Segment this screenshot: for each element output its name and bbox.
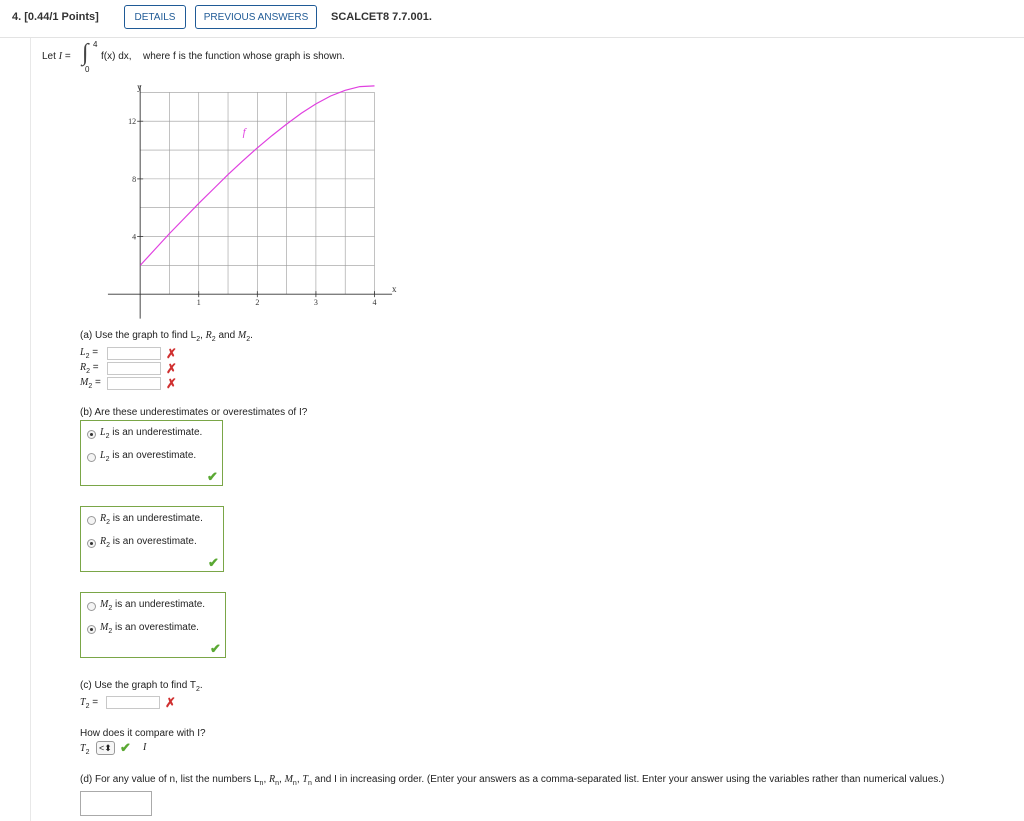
left-margin-rule (30, 38, 31, 821)
previous-answers-button[interactable]: PREVIOUS ANSWERS (195, 5, 317, 29)
part-d-instruction: (d) For any value of n, list the numbers $L_n$, $R_n$, $M_n$, $T_n$ and I in increasing order. (Enter your answers as a comma-separated list. Enter your answer using the variables rather than numerical values.) (80, 774, 945, 787)
y-tick-label: 8 (132, 174, 137, 184)
part-a-instruction: (a) Use the graph to find $L_2$, $R_2$ and $M_2$. (80, 330, 253, 343)
t2-input[interactable] (106, 696, 160, 709)
chart-ticks (128, 117, 376, 307)
l2-choice-group (80, 420, 223, 486)
part-b-instruction: (b) Are these underestimates or overestimates of I? (80, 407, 308, 418)
m2-underestimate-radio[interactable] (87, 602, 96, 611)
l2-correct-icon: ✔ (207, 469, 218, 484)
chart-axes (108, 85, 392, 318)
l2-incorrect-icon: ✗ (166, 346, 177, 361)
field-m2-label: $M_2$ = (80, 377, 101, 390)
r2-underestimate-label: $R_2$ is an underestimate. (100, 513, 203, 526)
field-t2-label: $T_2$ = (80, 697, 99, 710)
compare-right: I (143, 742, 147, 753)
upper-limit: 4 (93, 40, 98, 49)
m2-correct-icon: ✔ (210, 641, 221, 656)
points-score: [0.44/1 Points] (24, 11, 99, 23)
t2-incorrect-icon: ✗ (165, 695, 176, 710)
compare-select[interactable]: <⬍ (96, 741, 115, 755)
m2-underestimate-label: $M_2$ is an underestimate. (100, 599, 206, 612)
details-button[interactable]: DETAILS (124, 5, 186, 29)
m2-choice-group (80, 592, 226, 658)
m2-input[interactable] (107, 377, 161, 390)
m2-overestimate-radio[interactable] (87, 625, 96, 634)
lower-limit: 0 (85, 65, 90, 74)
r2-input[interactable] (107, 362, 161, 375)
y-tick-label: 4 (132, 232, 137, 242)
r2-overestimate-radio[interactable] (87, 539, 96, 548)
r2-incorrect-icon: ✗ (166, 361, 177, 376)
r2-choice-group (80, 506, 224, 572)
integral-sign: ∫ (82, 40, 89, 66)
field-r2-label: $R_2$ = (80, 362, 99, 375)
l2-underestimate-label: $L_2$ is an underestimate. (100, 427, 203, 440)
let-text: Let I = (42, 51, 71, 62)
y-axis-label: y (137, 82, 142, 92)
order-list-input[interactable] (80, 791, 152, 816)
integrand: f(x) dx, (101, 51, 132, 62)
l2-input[interactable] (107, 347, 161, 360)
x-tick-label: 4 (372, 298, 377, 308)
r2-underestimate-radio[interactable] (87, 516, 96, 525)
l2-overestimate-label: $L_2$ is an overestimate. (100, 450, 197, 463)
problem-code: SCALCET8 7.7.001. (331, 11, 432, 23)
m2-overestimate-label: $M_2$ is an overestimate. (100, 622, 199, 635)
compare-question: How does it compare with I? (80, 728, 206, 739)
x-tick-label: 2 (255, 298, 260, 308)
compare-left: $T_2$ (80, 743, 90, 756)
m2-incorrect-icon: ✗ (166, 376, 177, 391)
x-tick-label: 3 (313, 298, 318, 308)
chart-grid (140, 92, 374, 294)
l2-overestimate-radio[interactable] (87, 453, 96, 462)
x-tick-label: 1 (196, 298, 201, 308)
l2-underestimate-radio[interactable] (87, 430, 96, 439)
compare-correct-icon: ✔ (120, 740, 131, 755)
field-l2-label: $L_2$ = (80, 347, 99, 360)
part-c-instruction: (c) Use the graph to find $T_2$. (80, 680, 203, 693)
r2-overestimate-label: $R_2$ is an overestimate. (100, 536, 197, 549)
header-divider (0, 37, 1024, 38)
x-axis-label: x (392, 284, 397, 295)
prompt-description: where f is the function whose graph is shown. (143, 51, 345, 62)
question-number: 4. [0.44/1 Points] (12, 11, 99, 23)
r2-correct-icon: ✔ (208, 555, 219, 570)
curve-label-f: f (242, 126, 246, 139)
y-tick-label: 12 (128, 117, 137, 127)
function-graph (105, 78, 395, 323)
